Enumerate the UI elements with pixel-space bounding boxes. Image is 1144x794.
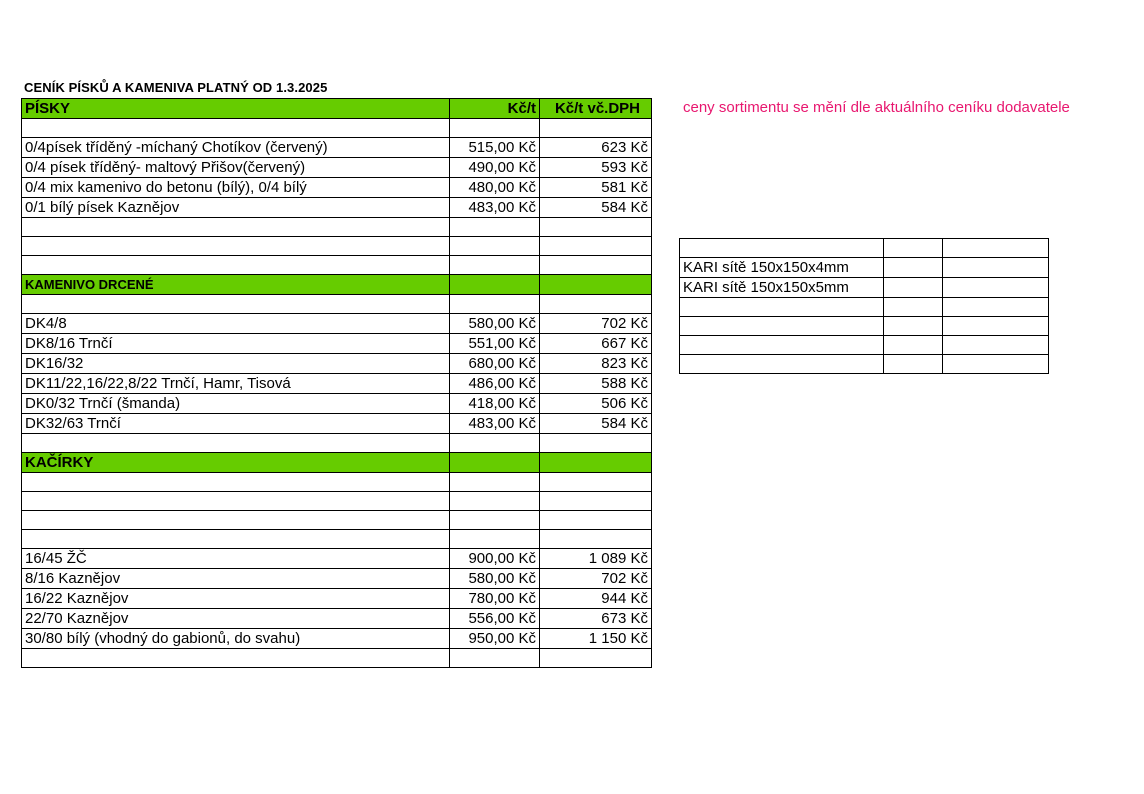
product-name-cell: 0/4 písek tříděný- maltový Přišov(červený) [22,158,450,178]
product-name-cell: DK32/63 Trnčí [22,414,450,434]
price-vat-cell: 581 Kč [540,178,652,198]
kari-row [680,239,1049,258]
price-vat-cell: 506 Kč [540,394,652,414]
header-row [22,99,652,119]
product-name-cell: 16/45 ŽČ [22,549,450,569]
kari-cell [943,298,1049,317]
product-name-cell: DK0/32 Trnčí (šmanda) [22,394,450,414]
kari-cell [884,278,943,298]
price-cell [450,492,540,511]
empty-row [22,492,652,511]
kari-cell [943,258,1049,278]
price-vat-cell: 823 Kč [540,354,652,374]
price-vat-cell: 588 Kč [540,374,652,394]
product-name-cell: 0/1 bílý písek Kaznějov [22,198,450,218]
kari-row [680,298,1049,317]
table-row [22,138,652,158]
empty-row [22,119,652,138]
price-vat-cell [540,649,652,668]
price-vat-cell [540,453,652,473]
kari-cell [884,258,943,278]
product-name-cell: 8/16 Kaznějov [22,569,450,589]
table-row [22,589,652,609]
section-title: KAČÍRKY [22,453,450,473]
product-name-cell: DK8/16 Trnčí [22,334,450,354]
column-header-price: Kč/t [450,99,540,119]
price-vat-cell [540,492,652,511]
product-name-cell [22,256,450,275]
product-name-cell [22,218,450,237]
price-cell: 900,00 Kč [450,549,540,569]
kari-row [680,355,1049,374]
kari-name-cell [680,317,884,336]
section-header-row [22,275,652,295]
table-row [22,178,652,198]
table-row [22,334,652,354]
price-cell: 418,00 Kč [450,394,540,414]
column-header-price-vat-label: Kč/t vč.DPH [554,100,640,117]
section-title: KAMENIVO DRCENÉ [22,275,450,295]
price-cell [450,530,540,549]
product-name-cell: DK11/22,16/22,8/22 Trnčí, Hamr, Tisová [22,374,450,394]
product-name-cell [22,511,450,530]
price-vat-cell: 667 Kč [540,334,652,354]
product-name-cell: 30/80 bílý (vhodný do gabionů, do svahu) [22,629,450,649]
price-vat-cell [540,530,652,549]
price-cell: 483,00 Kč [450,414,540,434]
price-cell: 780,00 Kč [450,589,540,609]
kari-row [680,317,1049,336]
table-row [22,609,652,629]
empty-row [22,295,652,314]
kari-name-cell [680,355,884,374]
product-name-cell [22,295,450,314]
price-vat-cell [540,434,652,453]
price-cell: 580,00 Kč [450,569,540,589]
product-name-cell [22,649,450,668]
table-row [22,198,652,218]
price-cell [450,434,540,453]
price-vat-cell [540,275,652,295]
product-name-cell: DK16/32 [22,354,450,374]
price-cell: 950,00 Kč [450,629,540,649]
price-vat-cell: 673 Kč [540,609,652,629]
price-cell: 580,00 Kč [450,314,540,334]
price-cell [450,511,540,530]
product-name-cell: 16/22 Kaznějov [22,589,450,609]
price-cell: 680,00 Kč [450,354,540,374]
empty-row [22,473,652,492]
product-name-cell [22,119,450,138]
empty-row [22,256,652,275]
price-vat-cell: 584 Kč [540,414,652,434]
product-name-cell: 0/4 mix kamenivo do betonu (bílý), 0/4 bílý [22,178,450,198]
product-name-cell [22,530,450,549]
price-vat-cell: 944 Kč [540,589,652,609]
price-cell: 551,00 Kč [450,334,540,354]
price-cell [450,649,540,668]
section-header-row [22,453,652,473]
price-vat-cell: 702 Kč [540,569,652,589]
table-row [22,549,652,569]
kari-row [680,258,1049,278]
kari-row [680,278,1049,298]
price-vat-cell: 1 150 Kč [540,629,652,649]
price-vat-cell: 593 Kč [540,158,652,178]
table-row [22,374,652,394]
price-vat-cell: 1 089 Kč [540,549,652,569]
empty-row [22,511,652,530]
kari-cell [943,278,1049,298]
empty-row [22,218,652,237]
price-cell: 486,00 Kč [450,374,540,394]
product-name-cell [22,434,450,453]
price-note: ceny sortimentu se mění dle aktuálního ceníku dodavatele [683,99,1070,116]
price-vat-cell [540,473,652,492]
price-vat-cell [540,256,652,275]
price-cell [450,218,540,237]
table-row [22,394,652,414]
kari-name-cell: KARI sítě 150x150x4mm [680,258,884,278]
product-name-cell [22,492,450,511]
kari-cell [884,317,943,336]
product-name-cell [22,237,450,256]
price-cell: 515,00 Kč [450,138,540,158]
document-title: CENÍK PÍSKŮ A KAMENIVA PLATNÝ OD 1.3.2025 [24,80,328,95]
price-vat-cell [540,119,652,138]
price-cell [450,119,540,138]
table-row [22,314,652,334]
kari-cell [884,239,943,258]
product-name-cell: 0/4písek tříděný -míchaný Chotíkov (červený) [22,138,450,158]
price-cell [450,256,540,275]
empty-row [22,530,652,549]
price-vat-cell: 623 Kč [540,138,652,158]
kari-cell [943,317,1049,336]
kari-name-cell [680,336,884,355]
empty-row [22,649,652,668]
product-name-cell [22,473,450,492]
price-cell [450,295,540,314]
kari-cell [943,336,1049,355]
product-name-cell: 22/70 Kaznějov [22,609,450,629]
price-cell: 480,00 Kč [450,178,540,198]
kari-name-cell [680,239,884,258]
kari-row [680,336,1049,355]
table-row [22,158,652,178]
price-vat-cell [540,218,652,237]
product-name-cell: DK4/8 [22,314,450,334]
price-cell [450,453,540,473]
section-header-pisky: PÍSKY [22,99,450,119]
price-vat-cell [540,237,652,256]
kari-name-cell [680,298,884,317]
price-vat-cell [540,295,652,314]
table-row [22,414,652,434]
price-table [21,98,652,668]
empty-row [22,434,652,453]
kari-cell [943,355,1049,374]
table-row [22,569,652,589]
price-vat-cell [540,511,652,530]
table-row [22,354,652,374]
price-cell: 490,00 Kč [450,158,540,178]
kari-cell [943,239,1049,258]
kari-cell [884,298,943,317]
price-cell [450,237,540,256]
kari-name-cell: KARI sítě 150x150x5mm [680,278,884,298]
kari-table [679,238,1049,374]
column-header-price-vat [540,99,652,119]
price-cell: 556,00 Kč [450,609,540,629]
kari-cell [884,355,943,374]
price-cell [450,473,540,492]
table-row [22,629,652,649]
empty-row [22,237,652,256]
price-vat-cell: 702 Kč [540,314,652,334]
price-vat-cell: 584 Kč [540,198,652,218]
price-cell [450,275,540,295]
price-cell: 483,00 Kč [450,198,540,218]
kari-cell [884,336,943,355]
